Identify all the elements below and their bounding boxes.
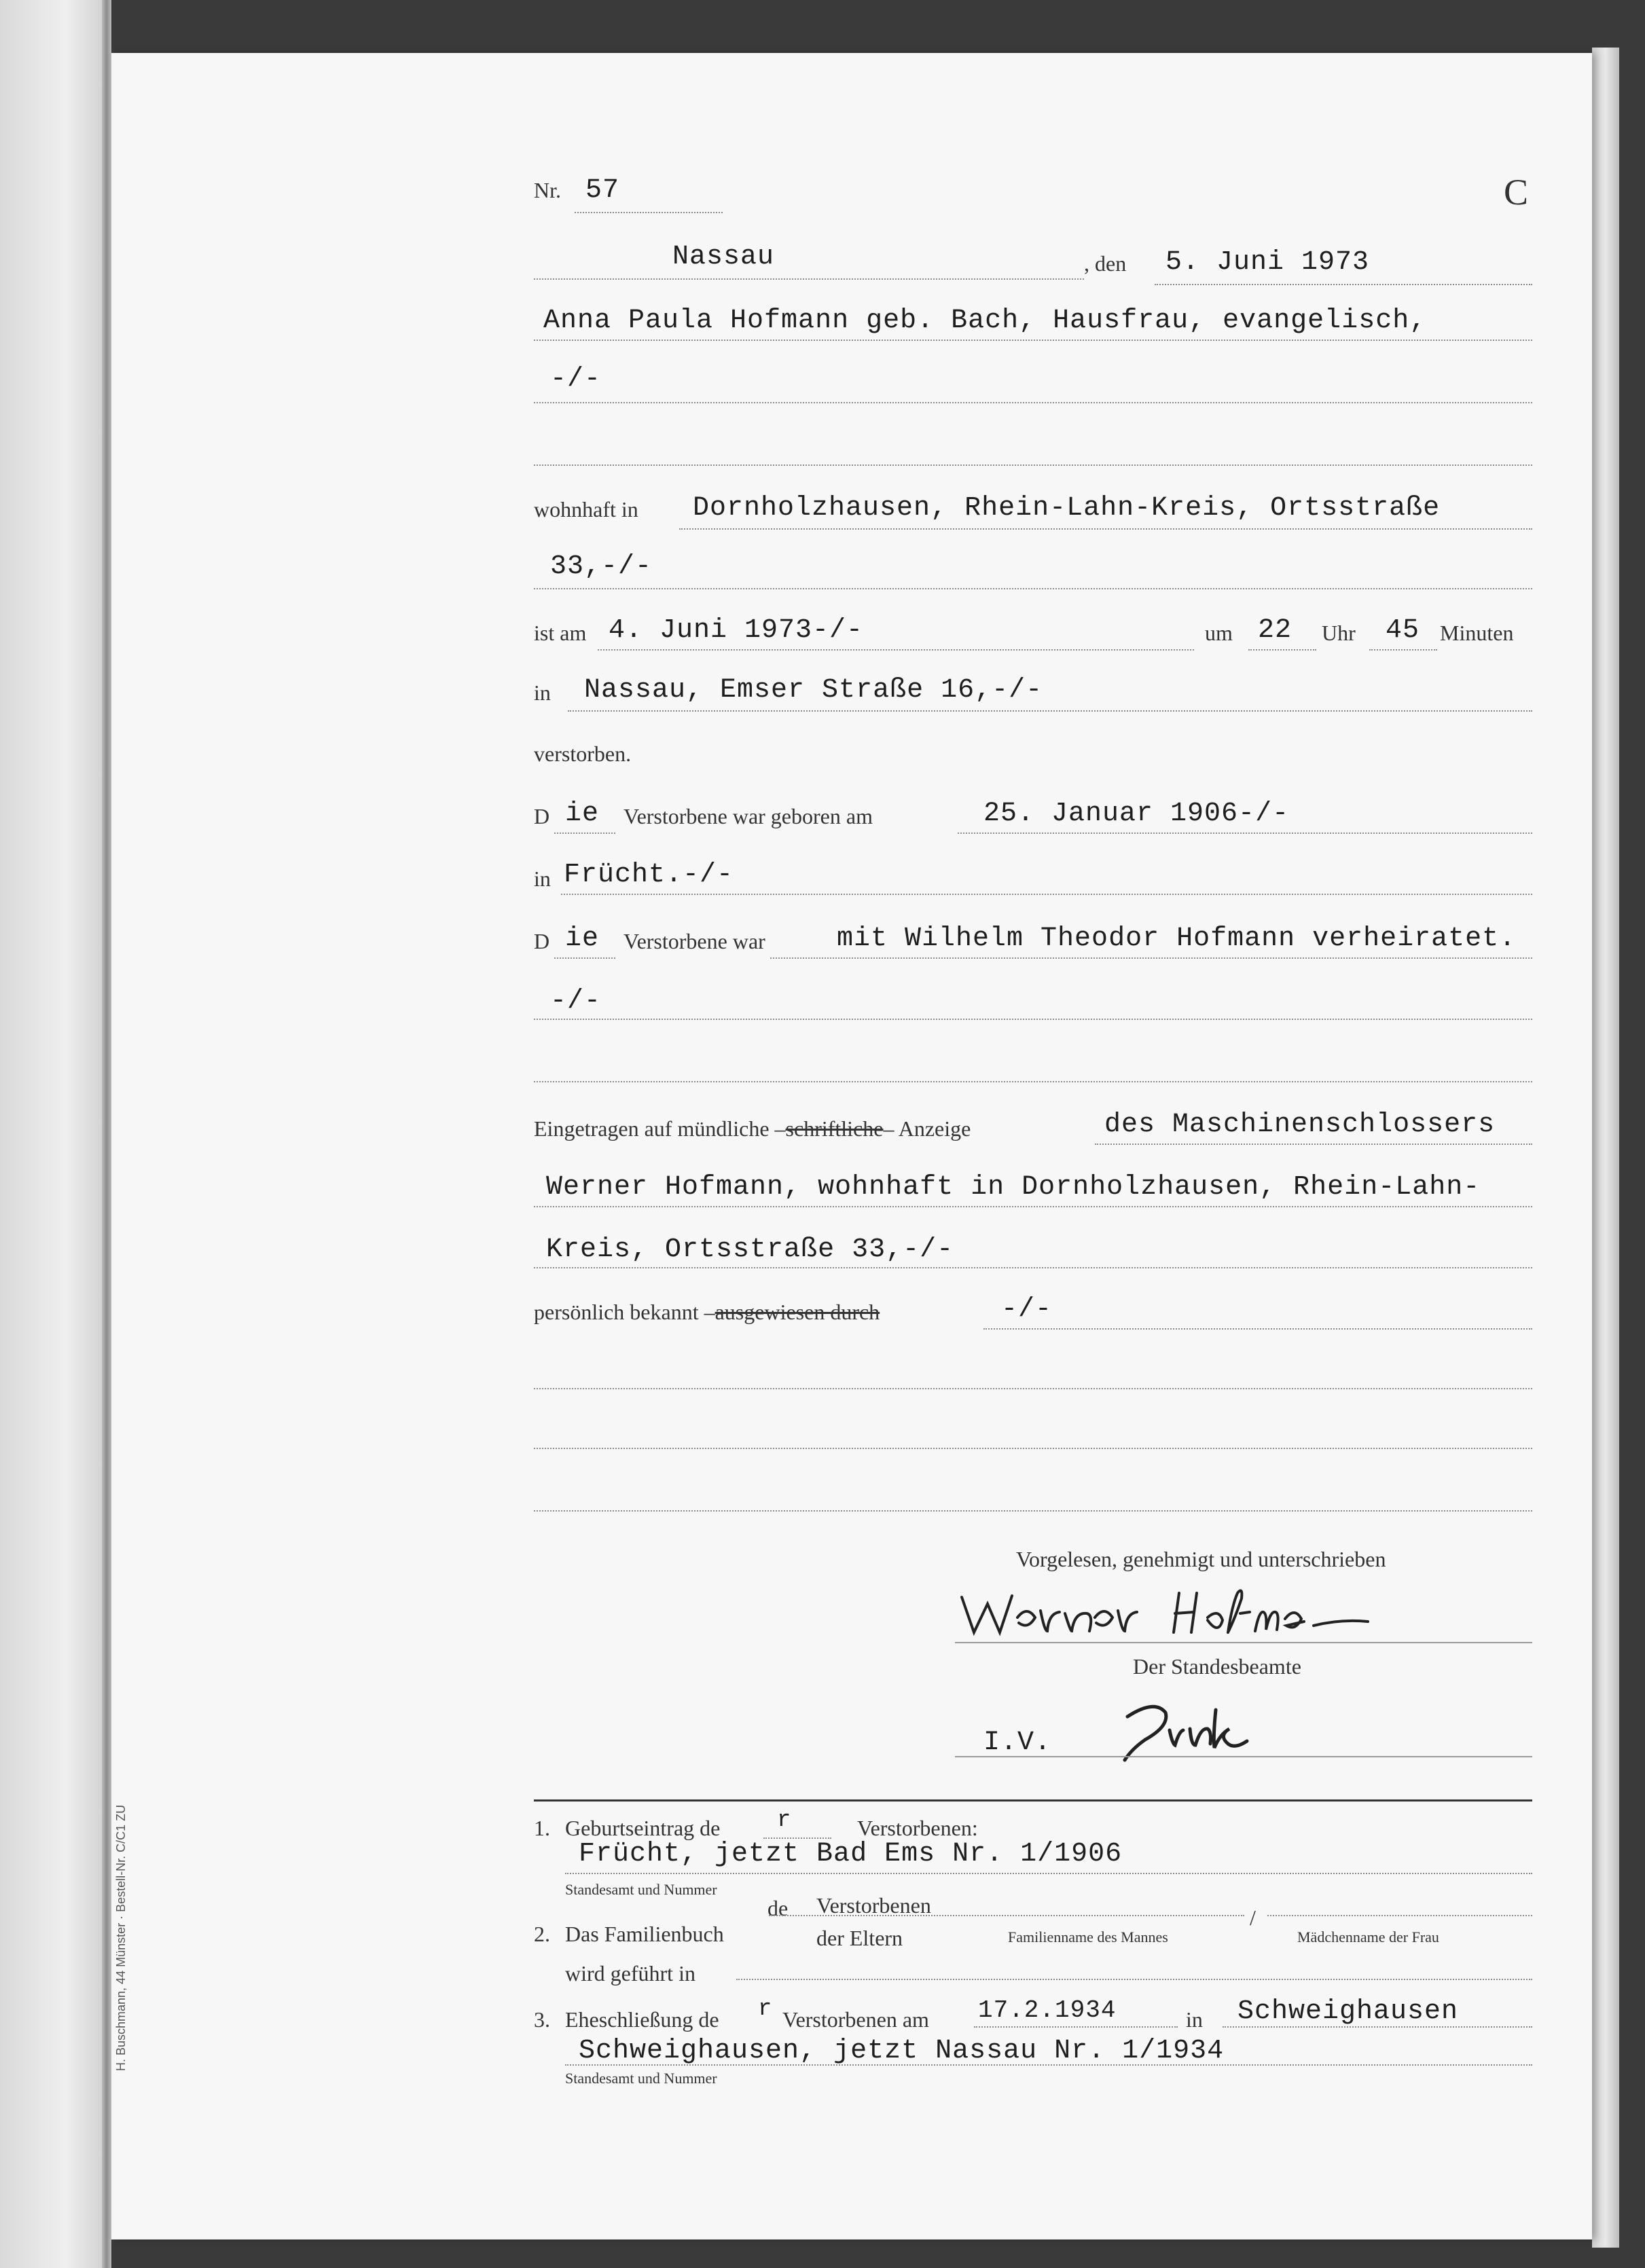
item2-number: 2.: [534, 1922, 550, 1946]
birth-register-entry: Frücht, jetzt Bad Ems Nr. 1/1906: [579, 1839, 1123, 1869]
ie-suffix-2: ie: [565, 923, 600, 954]
marriage-date: 17.2.1934: [978, 1996, 1117, 2024]
signature-line: [955, 1642, 1532, 1643]
informant-line-1-rule: [1095, 1144, 1532, 1145]
geboren-label: Verstorbene war geboren am: [623, 804, 873, 828]
left-page: [0, 0, 109, 2268]
item2-label: Das Familienbuch: [565, 1922, 724, 1946]
page-edge: [1592, 48, 1619, 2248]
um-label: um: [1205, 621, 1233, 645]
death-place-line: [568, 710, 1532, 712]
signature-official: [1114, 1696, 1290, 1764]
marriage-date-line: [974, 2026, 1178, 2028]
standesbeamte-label: Der Standesbeamte: [1133, 1654, 1301, 1679]
item2-name-line: [769, 1915, 1244, 1916]
wird-line: [736, 1979, 1532, 1980]
familienname-label: Familienname des Mannes: [1008, 1928, 1168, 1945]
marital-line: [770, 957, 1532, 959]
item3-label-2: Verstorbenen am: [782, 2007, 929, 2032]
informant-line-2-rule: [534, 1206, 1532, 1207]
iv-label: I.V.: [983, 1727, 1052, 1758]
wird-label: wird geführt in: [565, 1961, 695, 1986]
bekannt-value: -/-: [1001, 1294, 1053, 1325]
birth-date: 25. Januar 1906-/-: [983, 799, 1290, 829]
corner-letter: C: [1504, 172, 1529, 213]
item2-verstorbenen: Verstorbenen: [816, 1893, 931, 1918]
iv-signature-line: [955, 1756, 1532, 1757]
nr-value: 57: [585, 175, 620, 206]
ist-am-label: ist am: [534, 621, 587, 645]
footer-rule: [534, 1799, 1532, 1801]
signature-informant: [955, 1584, 1376, 1645]
blank-line-2: [534, 1448, 1532, 1449]
item1-label: Geburtseintrag de: [565, 1816, 721, 1840]
bekannt-line: [983, 1328, 1532, 1330]
informant-line-2: Werner Hofmann, wohnhaft in Dornholzhausen, Rhein-Lahn-: [546, 1172, 1481, 1203]
blank-line-3: [534, 1510, 1532, 1512]
birth-place-line: [561, 894, 1532, 895]
in-label: in: [534, 680, 551, 705]
minuten-label: Minuten: [1440, 621, 1514, 645]
address-line-2-rule: [534, 588, 1532, 589]
ie-line: [554, 833, 615, 834]
item3-number: 3.: [534, 2007, 550, 2032]
marital-line-2: -/-: [550, 986, 602, 1017]
person-line-2: -/-: [550, 364, 602, 395]
blank-line-1: [534, 1388, 1532, 1389]
item1-value-line: [565, 1873, 1532, 1874]
d-label-2: D: [534, 929, 550, 953]
nr-line: [575, 212, 723, 213]
document-date: 5. Juni 1973: [1165, 247, 1370, 278]
address-line-2: 33,-/-: [550, 551, 653, 582]
item3-label: Eheschließung de: [565, 2007, 719, 2032]
item2-de: de: [767, 1896, 789, 1920]
person-line-2-rule: [534, 402, 1532, 403]
informant-line-3: Kreis, Ortsstraße 33,-/-: [546, 1234, 954, 1265]
signature-official-drawing: [1114, 1696, 1290, 1764]
item3-suffix: r: [758, 1996, 773, 2022]
verstorben-label: verstorben.: [534, 742, 632, 766]
death-hour: 22: [1258, 615, 1292, 646]
printer-imprint: H. Buschmann, 44 Münster · Bestell-Nr. C/C1 ZU: [114, 1804, 128, 2071]
ie-suffix: ie: [565, 799, 600, 829]
item3-value-line: [565, 2064, 1532, 2066]
marriage-place: Schweighausen: [1237, 1996, 1459, 2027]
marital-status: mit Wilhelm Theodor Hofmann verheiratet.: [837, 923, 1517, 954]
date-line: [1155, 284, 1532, 285]
eingetragen-label: Eingetragen auf mündliche –schriftliche– Anzeige: [534, 1116, 971, 1141]
marital-line-3-rule: [534, 1081, 1532, 1082]
informant-line-3-rule: [534, 1267, 1532, 1268]
standesamt-label-2: Standesamt und Nummer: [565, 2070, 717, 2087]
den-label: , den: [1084, 251, 1127, 276]
marital-line-2-rule: [534, 1019, 1532, 1020]
maedchenname-label: Mädchenname der Frau: [1297, 1928, 1439, 1945]
death-date-line: [598, 649, 1194, 651]
item2-slash: /: [1250, 1905, 1256, 1930]
item1-suffix: r: [777, 1808, 792, 1833]
vorgelesen-text: Vorgelesen, genehmigt und unterschrieben: [1016, 1547, 1386, 1571]
item1-number: 1.: [534, 1816, 550, 1840]
person-line-1-rule: [534, 340, 1532, 341]
in-label-2: in: [534, 866, 551, 891]
place-value: Nassau: [672, 242, 775, 272]
death-date: 4. Juni 1973-/-: [609, 615, 864, 646]
item1-label-2: Verstorbenen:: [857, 1816, 978, 1840]
person-line-1: Anna Paula Hofmann geb. Bach, Hausfrau, evangelisch,: [543, 306, 1427, 336]
birth-date-line: [958, 833, 1532, 834]
marriage-register-entry: Schweighausen, jetzt Nassau Nr. 1/1934: [579, 2036, 1225, 2066]
signature-informant-drawing: [955, 1584, 1376, 1645]
item3-in: in: [1186, 2007, 1203, 2032]
informant-line-1: des Maschinenschlossers: [1104, 1110, 1496, 1140]
wohnhaft-label: wohnhaft in: [534, 497, 638, 522]
address-line-1: Dornholzhausen, Rhein-Lahn-Kreis, Ortsstraße: [693, 493, 1441, 524]
death-minutes: 45: [1386, 615, 1420, 646]
nr-label: Nr.: [534, 178, 561, 202]
bekannt-label: persönlich bekannt –ausgewiesen durch: [534, 1300, 880, 1324]
ie-line-2: [554, 957, 615, 959]
birth-place: Frücht.-/-: [564, 860, 734, 890]
item2-maiden-line: [1267, 1915, 1532, 1916]
place-line: [534, 278, 1084, 280]
person-line-3-rule: [534, 464, 1532, 466]
marriage-place-line: [1223, 2026, 1532, 2028]
item2-eltern: der Eltern: [816, 1926, 903, 1950]
d-label: D: [534, 804, 550, 828]
death-place: Nassau, Emser Straße 16,-/-: [584, 675, 1043, 706]
war-label: Verstorbene war: [623, 929, 765, 953]
minutes-line: [1369, 649, 1437, 651]
hour-line: [1248, 649, 1316, 651]
uhr-label: Uhr: [1322, 621, 1356, 645]
address-line-1-rule: [679, 528, 1532, 530]
standesamt-label-1: Standesamt und Nummer: [565, 1881, 717, 1898]
book-spine: [102, 0, 111, 2268]
